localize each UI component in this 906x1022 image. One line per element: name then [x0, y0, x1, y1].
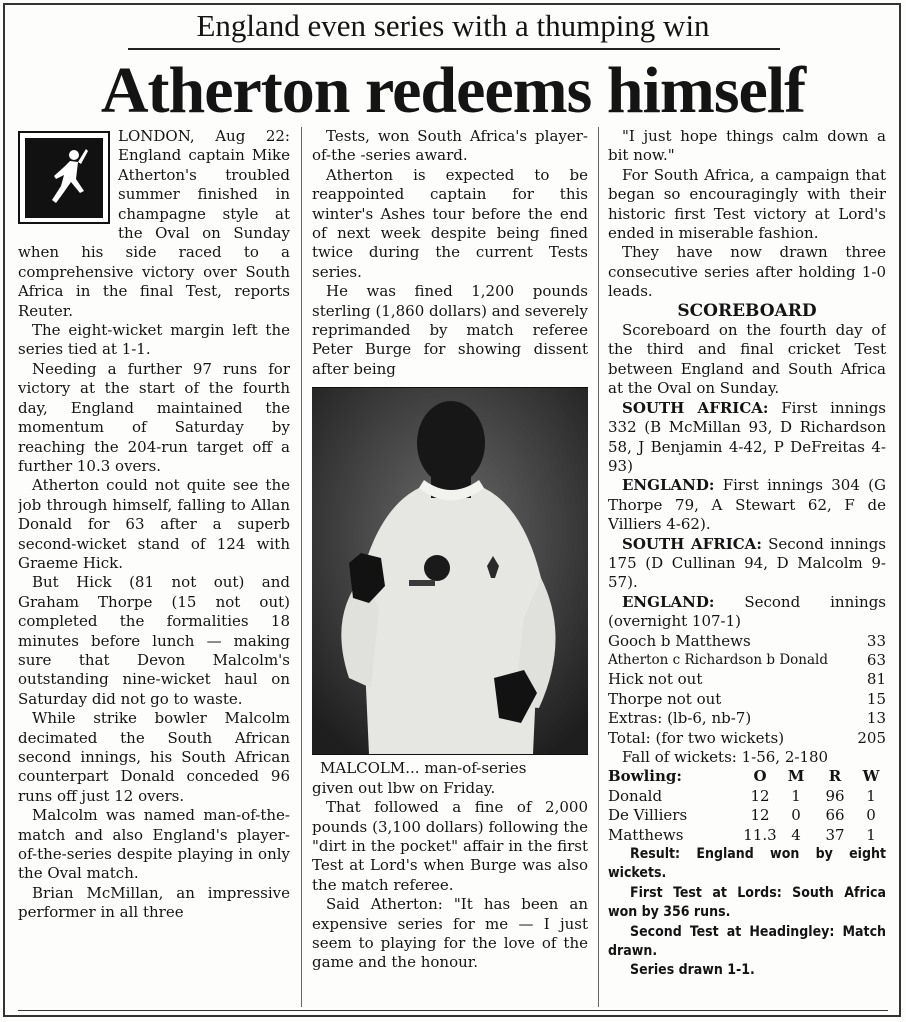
article-paragraph: Atherton could not quite see the job through himself, falling to Allan Donald for 63 after a superb second-wicket stand of 124 with Graeme Hick. [18, 476, 290, 572]
team-name: SOUTH AFRICA: [622, 398, 769, 417]
team-name: SOUTH AFRICA: [622, 534, 762, 553]
extras-label: Extras: (lb-6, nb-7) [608, 709, 752, 728]
article-paragraph: That followed a fine of 2,000 pounds (3,100 dollars) following the "dirt in the pocket" affair in the first Test at Lord's when Burge was also the match referee. [312, 798, 588, 894]
batting-row [608, 651, 886, 670]
bowler-name: De Villiers [608, 806, 688, 825]
scoreboard-title: SCOREBOARD [677, 300, 817, 321]
article-paragraph: He was fined 1,200 pounds sterling (1,860 dollars) and severely reprimanded by match referee Peter Burge for showing dissent after being [312, 282, 588, 378]
batsman-runs: 33 [866, 631, 886, 650]
batsman-name: Atherton c Richardson b Donald [608, 651, 828, 668]
innings-summary [608, 399, 886, 477]
batsman-runs: 81 [866, 670, 886, 689]
bowler-overs: 11.3 [743, 825, 777, 844]
bowler-wickets: 1 [866, 825, 876, 844]
bowler-runs: 37 [825, 825, 845, 844]
article-paragraph: Brian McMillan, an impressive performer in all three [18, 883, 290, 922]
article-paragraph: Needing a further 97 runs for victory at the start of the fourth day, England maintained the momentum of Saturday by reaching the 204-run target off a further 10.3 overs. [18, 359, 290, 475]
total-label: Total: (for two wickets) [608, 728, 785, 747]
bowler-wickets: 0 [866, 806, 876, 825]
article-column-1 [18, 127, 290, 1007]
series-result: Series drawn 1-1. [630, 962, 755, 979]
malcolm-photo [312, 387, 588, 755]
kicker-rule [128, 48, 780, 50]
bowler-maidens: 0 [791, 806, 801, 825]
total-runs: 205 [857, 728, 886, 747]
article-dateline-paragraph: LONDON, Aug 22: England captain Mike Atherton's troubled summer finished in champagne style at the Oval on Sunday when his side raced to a comprehensive victory over South Africa in the final Test, reports Reuter. [18, 127, 290, 320]
scoreboard-intro: Scoreboard on the fourth day of the third and final cricket Test between England and South Africa at the Oval on Sunday. [608, 321, 886, 398]
bowler-wickets: 1 [866, 786, 876, 805]
article-paragraph: Tests, won South Africa's player-of-the -series award. [312, 127, 588, 165]
article-paragraph: But Hick (81 not out) and Graham Thorpe (15 not out) completed the formalities 18 minutes before lunch — making sure that Devon Malcolm's outstanding nine-wicket haul on Saturday did not go to waste. [18, 573, 290, 708]
overs-header: O [753, 767, 767, 786]
bowler-runs: 66 [825, 806, 845, 825]
innings-summary [608, 476, 886, 534]
article-paragraph: Malcolm was named man-of-the-match and also England's player-of-the-series despite playing in only the Oval match. [18, 806, 290, 883]
batting-row [608, 729, 886, 748]
innings-text: First innings 304 (G Thorpe 79, A Stewart 62, F de Villiers 4-62). [608, 476, 886, 534]
bowling-header [608, 767, 886, 786]
bottom-rule [18, 1010, 888, 1011]
article-paragraph: While strike bowler Malcolm decimated the South African second innings, his South African counterpart Donald conceded 96 runs off just 12 overs. [18, 709, 290, 805]
runs-header: R [828, 767, 842, 786]
article-paragraph: given out lbw on Friday. [312, 778, 496, 797]
innings-text: Second innings 175 (D Cullinan 94, D Malcolm 9-57). [608, 534, 886, 592]
fall-of-wickets: Fall of wickets: 1-56, 2-180 [622, 748, 829, 766]
batting-row [608, 690, 886, 709]
batsman-name: Gooch b Matthews [608, 631, 751, 650]
bowler-overs: 12 [750, 786, 770, 805]
photo-caption: MALCOLM... man-of-series [320, 759, 527, 778]
bowling-row [608, 826, 886, 845]
kicker-headline: England even series with a thumping win [196, 8, 710, 43]
main-headline: Atherton redeems himself [100, 54, 806, 127]
maidens-header: M [787, 767, 805, 786]
article-paragraph: They have now drawn three consecutive series after holding 1-0 leads. [608, 243, 886, 301]
team-name: ENGLAND: [622, 592, 715, 611]
batsman-name: Thorpe not out [608, 689, 722, 708]
article-paragraph: Said Atherton: "It has been an expensive series for me — I just seem to playing for the love of the game and the honour. [312, 895, 588, 972]
batting-row [608, 709, 886, 728]
innings-summary [608, 535, 886, 593]
article-paragraph: For South Africa, a campaign that began so encouragingly with their historic first Test victory at Lord's ended in miserable fashion. [608, 165, 886, 243]
article-column-3 [608, 127, 886, 1007]
bowling-label: Bowling: [608, 767, 682, 786]
bowling-row [608, 787, 886, 806]
batting-row [608, 632, 886, 651]
batting-row [608, 670, 886, 689]
column-rule [598, 127, 599, 1007]
batsman-runs: 63 [866, 650, 886, 669]
bowler-maidens: 1 [791, 786, 801, 805]
wickets-header: W [862, 767, 880, 786]
second-test-result: Second Test at Headingley: Match drawn. [608, 923, 886, 960]
article-paragraph: "I just hope things calm down a bit now." [608, 127, 886, 165]
batsman-name: Hick not out [608, 670, 703, 689]
bowler-name: Matthews [608, 825, 684, 844]
first-test-result: First Test at Lords: South Africa won by 356 runs. [608, 884, 886, 921]
article-paragraph: Atherton is expected to be reappointed captain for this winter's Ashes tour before the end of next week despite being fined twice during the current Tests series. [312, 165, 588, 281]
cricket-logo-icon [18, 131, 110, 224]
article-paragraph: The eight-wicket margin left the series tied at 1-1. [18, 321, 290, 359]
column-rule [301, 127, 302, 1007]
team-name: ENGLAND: [622, 476, 715, 495]
bowler-maidens: 4 [791, 825, 801, 844]
bowler-name: Donald [608, 786, 663, 805]
article-column-2 [312, 127, 588, 1007]
extras-runs: 13 [866, 709, 886, 728]
innings-text: Second innings (overnight 107-1) [608, 592, 886, 631]
bowler-runs: 96 [825, 786, 845, 805]
match-result: Result: England won by eight wickets. [608, 846, 886, 882]
innings-text: First innings 332 (B McMillan 93, D Richardson 58, J Benjamin 4-42, P DeFreitas 4-93) [608, 398, 886, 475]
bowler-overs: 12 [750, 806, 770, 825]
batsman-runs: 15 [866, 689, 886, 708]
bowling-row [608, 806, 886, 825]
innings-summary [608, 593, 886, 632]
